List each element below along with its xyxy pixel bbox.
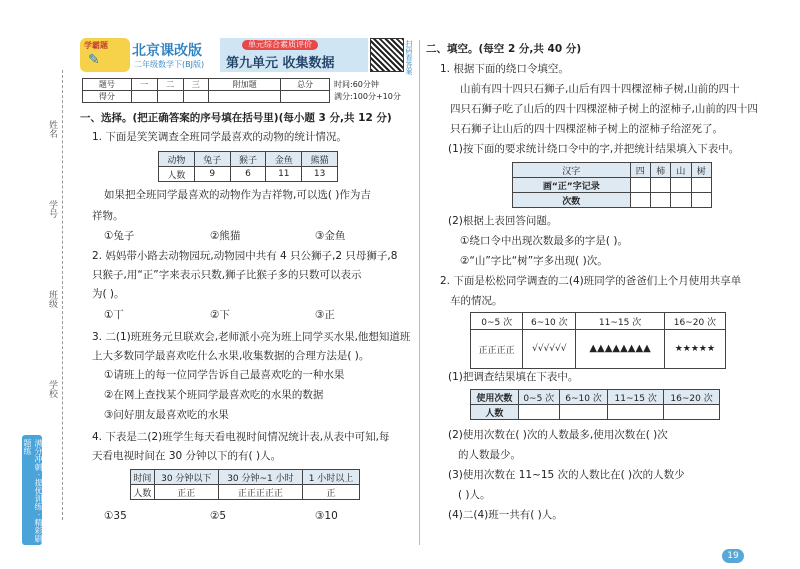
- r-q1-row-label: 次数: [513, 193, 631, 208]
- brand-logo: [80, 38, 130, 72]
- series-title: 北京课改版: [132, 43, 202, 59]
- qr-code[interactable]: [370, 38, 404, 72]
- r-q2-tally-marks: ▲▲▲▲▲▲▲▲: [576, 330, 664, 369]
- q3-option-a[interactable]: ①请班上的每一位同学告诉自己最喜欢吃的一种水果: [104, 369, 345, 381]
- r-q2-tally-head: 6~10 次: [523, 313, 576, 330]
- q4-table-cell: 正正: [154, 485, 218, 500]
- binding-school-label: 学校: [47, 380, 57, 398]
- q1-option-c[interactable]: ③金鱼: [315, 230, 346, 242]
- r-q2-result-head: 使用次数: [471, 390, 519, 405]
- score-cell-2[interactable]: [157, 91, 183, 103]
- r-q2-sub2b: 的人数最少。: [458, 449, 521, 461]
- q1-table-cell: 11: [266, 167, 302, 182]
- r-q2-result-head: 6~10 次: [559, 390, 607, 405]
- r-q2-tally-marks: ★★★★★: [664, 330, 725, 369]
- q1-stem: 1. 下面是笑笑调查全班同学最喜欢的动物的统计情况。: [92, 131, 347, 143]
- section1-heading: 一、选择。(把正确答案的序号填在括号里)(每小题 3 分,共 12 分): [80, 112, 392, 124]
- r-q1-sub2: (2)根据上表回答问题。: [448, 215, 558, 227]
- r-q2-tally-head: 0~5 次: [471, 313, 523, 330]
- score-head-extra: 附加题: [209, 79, 281, 91]
- brand-mark: ✎: [88, 52, 100, 68]
- binding-slogan-bar: [22, 435, 42, 545]
- r-q1-table-head: 树: [691, 163, 711, 178]
- r-q2-line1: 2. 下面是松松同学调查的二(4)班同学的爸爸们上个月使用共享单: [440, 275, 742, 287]
- r-q2-result-cell[interactable]: [559, 405, 607, 420]
- assessment-badge: 单元综合素质评价: [242, 40, 318, 50]
- q1-table-cell: 9: [194, 167, 230, 182]
- q1-table: [158, 151, 338, 182]
- unit-panel: [220, 38, 368, 72]
- q3-option-c[interactable]: ③问好朋友最喜欢吃的水果: [104, 409, 229, 421]
- r-q1-answer-cell[interactable]: [630, 178, 650, 193]
- r-q1-table: [512, 162, 712, 208]
- unit-title: 第九单元 收集数据: [226, 56, 335, 71]
- q4-table-head: 1 小时以上: [303, 470, 360, 485]
- r-q1-table-head: 山: [671, 163, 691, 178]
- q4-table-cell: 人数: [131, 485, 155, 500]
- binding-slogan: 满分冲刺 · 提优训练 · 精彩刷题练: [23, 439, 43, 543]
- q4-option-b[interactable]: ②5: [210, 510, 227, 522]
- score-cell-3[interactable]: [183, 91, 209, 103]
- full-score-note: 满分:100分+10分: [334, 92, 401, 101]
- q4-table-head: 30 分钟以下: [154, 470, 218, 485]
- q2-line1: 2. 妈妈带小路去动物园玩,动物园中共有 4 只公狮子,2 只母狮子,8: [92, 250, 398, 262]
- q3-option-b[interactable]: ②在网上查找某个班同学最喜欢吃的水果的数据: [104, 389, 324, 401]
- q4-table-head: 时间: [131, 470, 155, 485]
- q1-option-a[interactable]: ①兔子: [104, 230, 135, 242]
- q3-line1: 3. 二(1)班班务元旦联欢会,老师派小亮为班上同学买水果,他想知道班: [92, 331, 411, 343]
- brand-badge: 学霸题: [84, 41, 108, 50]
- poem-line3: 只石狮子让山后的四十四棵涩柿子树上的涩柿子给涩死了。: [450, 123, 723, 135]
- score-cell-extra[interactable]: [209, 91, 281, 103]
- r-q1-table-head: 汉字: [513, 163, 631, 178]
- section2-heading: 二、填空。(每空 2 分,共 40 分): [426, 43, 582, 55]
- r-q2-result-table: [470, 389, 720, 420]
- header-banner: [80, 38, 413, 78]
- q1-table-cell: 6: [230, 167, 266, 182]
- q2-option-a[interactable]: ①丅: [104, 309, 124, 321]
- r-q1-sub1: (1)按下面的要求统计绕口令中的字,并把统计结果填入下表中。: [448, 143, 740, 155]
- binding-strip: [0, 0, 76, 569]
- q4-table-cell: 正正正正正: [218, 485, 302, 500]
- r-q1-sub2a: ①绕口令中出现次数最多的字是( )。: [460, 235, 628, 247]
- r-q2-sub3b: ( )人。: [458, 489, 491, 501]
- r-q1-table-head: 四: [630, 163, 650, 178]
- q4-line2: 天看电视时间在 30 分钟以下的有( )人。: [92, 450, 282, 462]
- q4-table-head: 30 分钟~1 小时: [218, 470, 302, 485]
- score-row-label: 得分: [83, 91, 132, 103]
- r-q2-tally-marks: √√√√√√: [523, 330, 576, 369]
- q2-line2: 只猴子,用“正”字来表示只数,狮子比猴子多的只数可以表示: [92, 269, 362, 281]
- q1-table-head: 猴子: [230, 152, 266, 167]
- r-q1-answer-cell[interactable]: [691, 178, 711, 193]
- r-q2-tally-head: 11~15 次: [576, 313, 664, 330]
- binding-name-label: 姓名: [47, 120, 57, 138]
- r-q2-tally-table: [470, 312, 726, 369]
- r-q2-line2: 车的情况。: [450, 295, 503, 307]
- q4-option-c[interactable]: ③10: [315, 510, 338, 522]
- q1-table-head: 兔子: [194, 152, 230, 167]
- r-q2-result-row-label: 人数: [471, 405, 519, 420]
- q4-option-a[interactable]: ①35: [104, 510, 127, 522]
- q2-line3: 为( )。: [92, 288, 125, 300]
- q2-option-b[interactable]: ②下: [210, 309, 230, 321]
- score-head-3: 三: [183, 79, 209, 91]
- score-cell-1[interactable]: [131, 91, 157, 103]
- r-q2-tally-head: 16~20 次: [664, 313, 725, 330]
- score-cell-total[interactable]: [281, 91, 330, 103]
- q1-table-head: 金鱼: [266, 152, 302, 167]
- r-q2-result-cell[interactable]: [608, 405, 664, 420]
- column-divider: [419, 40, 420, 545]
- q1-table-head: 熊猫: [302, 152, 338, 167]
- r-q1-row-label: 画“正”字记录: [513, 178, 631, 193]
- r-q1-stem: 1. 根据下面的绕口令填空。: [440, 63, 569, 75]
- page-number: 19: [722, 549, 744, 563]
- score-table: [82, 78, 330, 103]
- score-head-1: 一: [131, 79, 157, 91]
- poem-line2: 四只石狮子吃了山后的四十四棵涩柿子树上的涩柿子,山前的四十四: [450, 103, 758, 115]
- r-q1-sub2b: ②“山”字比“树”字多出现( )次。: [460, 255, 608, 267]
- r-q2-result-head: 16~20 次: [664, 390, 720, 405]
- q4-line1: 4. 下表是二(2)班学生每天看电视时间情况统计表,从表中可知,每: [92, 431, 390, 443]
- r-q2-sub3a: (3)使用次数在 11~15 次的人数比在( )次的人数少: [448, 469, 685, 481]
- score-head-total: 总分: [281, 79, 330, 91]
- r-q1-answer-cell[interactable]: [671, 193, 691, 208]
- r-q1-answer-cell[interactable]: [630, 193, 650, 208]
- score-head-label: 题号: [83, 79, 132, 91]
- r-q2-result-head: 0~5 次: [518, 390, 559, 405]
- q4-table-cell: 正: [303, 485, 360, 500]
- binding-number-label: 学号: [47, 200, 57, 218]
- r-q2-result-head: 11~15 次: [608, 390, 664, 405]
- r-q2-result-cell[interactable]: [518, 405, 559, 420]
- q1-table-cell: 人数: [159, 167, 195, 182]
- r-q1-answer-cell[interactable]: [691, 193, 711, 208]
- q2-option-c[interactable]: ③正: [315, 309, 335, 321]
- qr-label: 扫码看答案: [405, 40, 413, 75]
- r-q1-answer-cell[interactable]: [650, 193, 670, 208]
- poem-line1: 山前有四十四只石狮子,山后有四十四棵涩柿子树,山前的四十: [460, 83, 740, 95]
- r-q2-result-cell[interactable]: [664, 405, 720, 420]
- q3-line2: 上大多数同学最喜欢吃什么水果,收集数据的合理方法是( )。: [92, 350, 370, 362]
- time-note: 时间:60分钟: [334, 80, 379, 89]
- binding-class-label: 班级: [47, 290, 57, 308]
- score-head-2: 二: [157, 79, 183, 91]
- r-q2-tally-marks: 正正正正: [471, 330, 523, 369]
- r-q1-table-head: 柿: [650, 163, 670, 178]
- q1-line2: 祥物。: [92, 210, 124, 222]
- r-q1-answer-cell[interactable]: [650, 178, 670, 193]
- r-q1-answer-cell[interactable]: [671, 178, 691, 193]
- q1-table-head: 动物: [159, 152, 195, 167]
- r-q2-sub4: (4)二(4)班一共有( )人。: [448, 509, 563, 521]
- q4-table: [130, 469, 360, 500]
- q1-option-b[interactable]: ②熊猫: [210, 230, 241, 242]
- r-q2-sub1: (1)把调查结果填在下表中。: [448, 371, 579, 383]
- q1-table-cell: 13: [302, 167, 338, 182]
- grade-label: 二年级数学下(BJ版): [134, 60, 205, 69]
- r-q2-sub2a: (2)使用次数在( )次的人数最多,使用次数在( )次: [448, 429, 668, 441]
- q1-line1: 如果把全班同学最喜欢的动物作为吉祥物,可以选( )作为吉: [104, 189, 371, 201]
- binding-dashed-line: [62, 70, 63, 520]
